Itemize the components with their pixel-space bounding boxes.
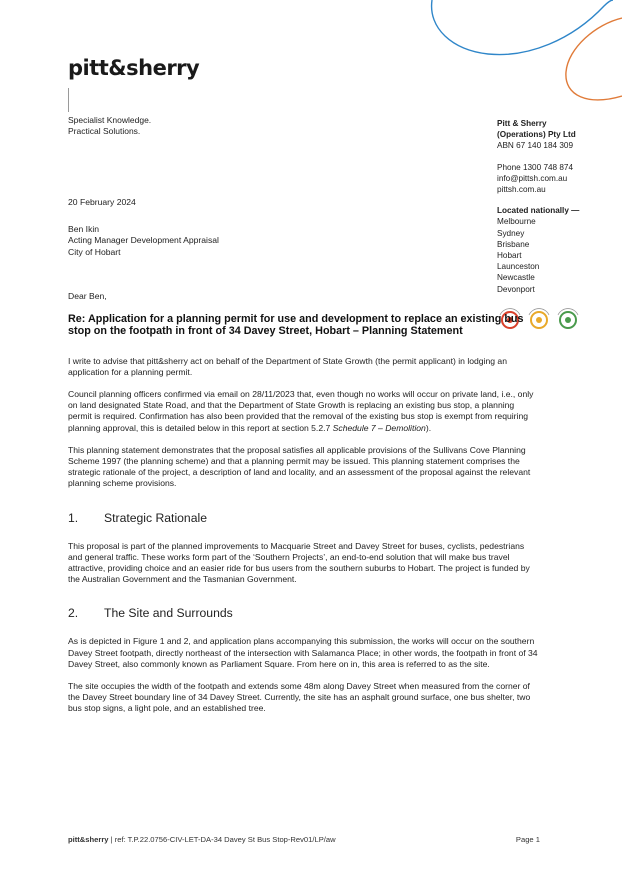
confirmation-paragraph bbox=[68, 389, 538, 434]
location-item: Devonport bbox=[497, 284, 535, 294]
section-paragraph: As is depicted in Figure 1 and 2, and application plans accompanying this submission, the works will occur on the southern Davey Street footpath, directly northeast of the intersection with Salamanca Place; in other words, the footpath in front of 34 Davey Street, also commonly known as Parliament Square. From here on in, this area is referred to as the site. bbox=[68, 636, 538, 669]
section-title: Strategic Rationale bbox=[104, 510, 207, 525]
logo-divider bbox=[68, 88, 69, 112]
location-item: Melbourne bbox=[497, 217, 536, 227]
recipient-block bbox=[68, 224, 538, 258]
page-number: Page 1 bbox=[515, 835, 540, 844]
letter-date: 20 February 2024 bbox=[68, 197, 136, 207]
footer-reference bbox=[68, 835, 336, 844]
location-item: Brisbane bbox=[497, 239, 530, 249]
section-title: The Site and Surrounds bbox=[104, 606, 233, 621]
location-item: Newcastle bbox=[497, 273, 535, 283]
recipient-organisation: City of Hobart bbox=[68, 246, 121, 257]
tagline bbox=[68, 115, 151, 137]
section-number: 2. bbox=[68, 606, 79, 621]
recipient-name: Ben Ikin bbox=[68, 224, 100, 235]
abn: ABN 67 140 184 309 bbox=[497, 141, 574, 151]
schedule-reference: Schedule 7 – Demolition bbox=[332, 422, 426, 433]
confirmation-text: Council planning officers confirmed via email on 28/11/2023 that, even though no works will occur on private land, i.e., only on land designated State Road, and that the Department of State Growth is replacing an existing bus stop, a planning permit is required. Confirmation has also been provided that the removal of the existing bus stop is exempt from requiring planning approval, this is detailed below in this report at section 5.2.7 bbox=[68, 389, 534, 433]
company-name-line2: (Operations) Pty Ltd bbox=[497, 130, 576, 140]
certification-badge-green bbox=[555, 307, 581, 331]
page-footer bbox=[68, 835, 540, 844]
confirmation-end: ). bbox=[425, 422, 432, 433]
company-logo: pitt&sherry bbox=[68, 56, 200, 80]
section-number: 1. bbox=[68, 510, 79, 525]
company-name: Pitt & Sherry bbox=[497, 119, 547, 128]
section-heading-strategic-rationale bbox=[68, 511, 538, 526]
section-paragraph: This proposal is part of the planned improvements to Macquarie Street and Davey Street for buses, cyclists, pedestrians and general traffic. These works form part of the ‘Southern Projects’, an end-to-end solution that will make bus travel attractive, providing choice and an easier ride for bus users from the southern suburbs to Hobart. The project is funded by the Australian Government and the Tasmanian Government. bbox=[68, 540, 530, 585]
blue-swirl-line bbox=[432, 0, 613, 55]
salutation: Dear Ben, bbox=[68, 290, 107, 301]
footer-ref-text: | ref: T.P.22.0756-CIV-LET-DA-34 Davey St Bus Stop-Rev01/LP/aw bbox=[108, 835, 336, 844]
tagline-line: Practical Solutions. bbox=[68, 126, 141, 136]
email: info@pittsh.com.au bbox=[497, 173, 568, 183]
intro-paragraph: I write to advise that pitt&sherry act on behalf of the Department of State Growth (the permit applicant) in lodging an application for a planning permit. bbox=[68, 355, 507, 377]
located-heading: Located nationally — bbox=[497, 206, 580, 216]
location-item: Hobart bbox=[497, 251, 522, 261]
phone: Phone 1300 748 874 bbox=[497, 162, 574, 172]
tagline-line: Specialist Knowledge. bbox=[68, 115, 152, 125]
footer-brand: pitt&sherry bbox=[68, 835, 109, 844]
location-item: Sydney bbox=[497, 228, 525, 238]
location-item: Launceston bbox=[497, 262, 540, 272]
section-paragraph: The site occupies the width of the footpath and extends some 48m along Davey Street when measured from the corner of the Davey Street boundary line of 34 Davey Street. Currently, the site has an asphalt ground surface, one bus shelter, two bus stop signs, a light pole, and an established tree. bbox=[68, 681, 531, 714]
recipient-title: Acting Manager Development Appraisal bbox=[68, 235, 219, 246]
subject-line: Re: Application for a planning permit for use and development to replace an existing bus stop on the footpath in front of 34 Davey Street, Hobart – Planning Statement bbox=[68, 313, 524, 338]
letter-body bbox=[68, 197, 538, 726]
section-heading-site-and-surrounds bbox=[68, 606, 538, 621]
website: pittsh.com.au bbox=[497, 185, 546, 195]
statement-paragraph: This planning statement demonstrates that the proposal satisfies all applicable provisions of the Sullivans Cove Planning Scheme 1997 (the planning scheme) and that a planning permit may be issued. This planning statement comprises the strategic rationale of the project, a description of land and locality, and an assessment of the proposal against the relevant planning scheme provisions. bbox=[68, 444, 531, 489]
